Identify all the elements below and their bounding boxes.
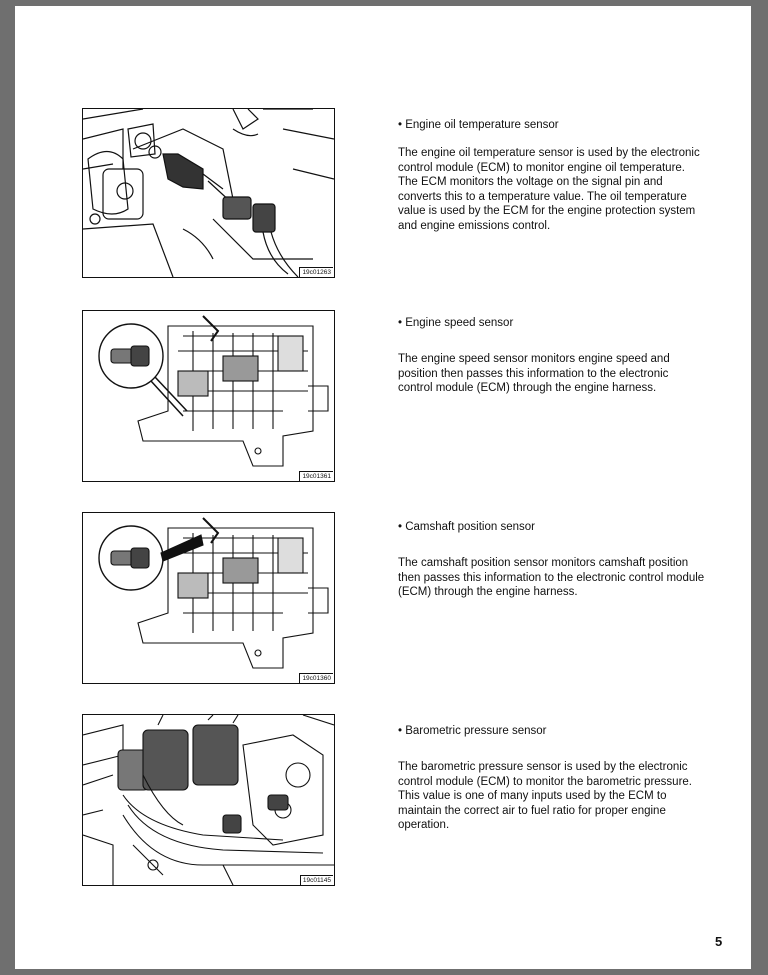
barometric-pressure-sensor-illustration [83,715,334,885]
engine-speed-sensor-figure [82,310,335,482]
section-heading: • Engine speed sensor [398,317,514,329]
document-page [15,6,751,969]
section-heading: • Camshaft position sensor [398,521,535,533]
figure-label: 19c01263 [299,267,333,277]
section-body: The engine speed sensor monitors engine speed and position then passes this information to the electronic control module (ECM) through the engine harness. [398,353,670,395]
engine-speed-sensor-section [398,316,706,396]
camshaft-position-sensor-illustration [83,513,334,683]
section-heading: • Engine oil temperature sensor [398,119,559,131]
oil-temperature-sensor-illustration [83,109,334,277]
camshaft-position-sensor-section [398,520,706,600]
section-body: The camshaft position sensor monitors camshaft position then passes this information to the electronic control module (ECM) through the engine harness. [398,557,705,599]
camshaft-position-sensor-figure [82,512,335,684]
oil-temperature-sensor-section [398,118,706,234]
page-number: 5 [715,934,723,949]
oil-temperature-sensor-figure [82,108,335,278]
engine-speed-sensor-illustration [83,311,334,481]
section-body: The barometric pressure sensor is used by the electronic control module (ECM) to monitor the barometric pressure. This value is one of many inputs used by the ECM to maintain the correct air to fuel ratio for proper engine operation. [398,761,692,832]
figure-label: 19c01145 [300,875,333,885]
figure-label: 19c01360 [299,673,333,683]
barometric-pressure-sensor-section [398,724,706,833]
section-body: The engine oil temperature sensor is used by the electronic control module (ECM) to monitor engine oil temperature. The ECM monitors the voltage on the signal pin and converts this to a temperature value. The oil temperature value is used by the ECM for the engine protection system and engine emissions control. [398,147,700,232]
barometric-pressure-sensor-figure [82,714,335,886]
figure-label: 19c01361 [299,471,333,481]
section-heading: • Barometric pressure sensor [398,725,547,737]
